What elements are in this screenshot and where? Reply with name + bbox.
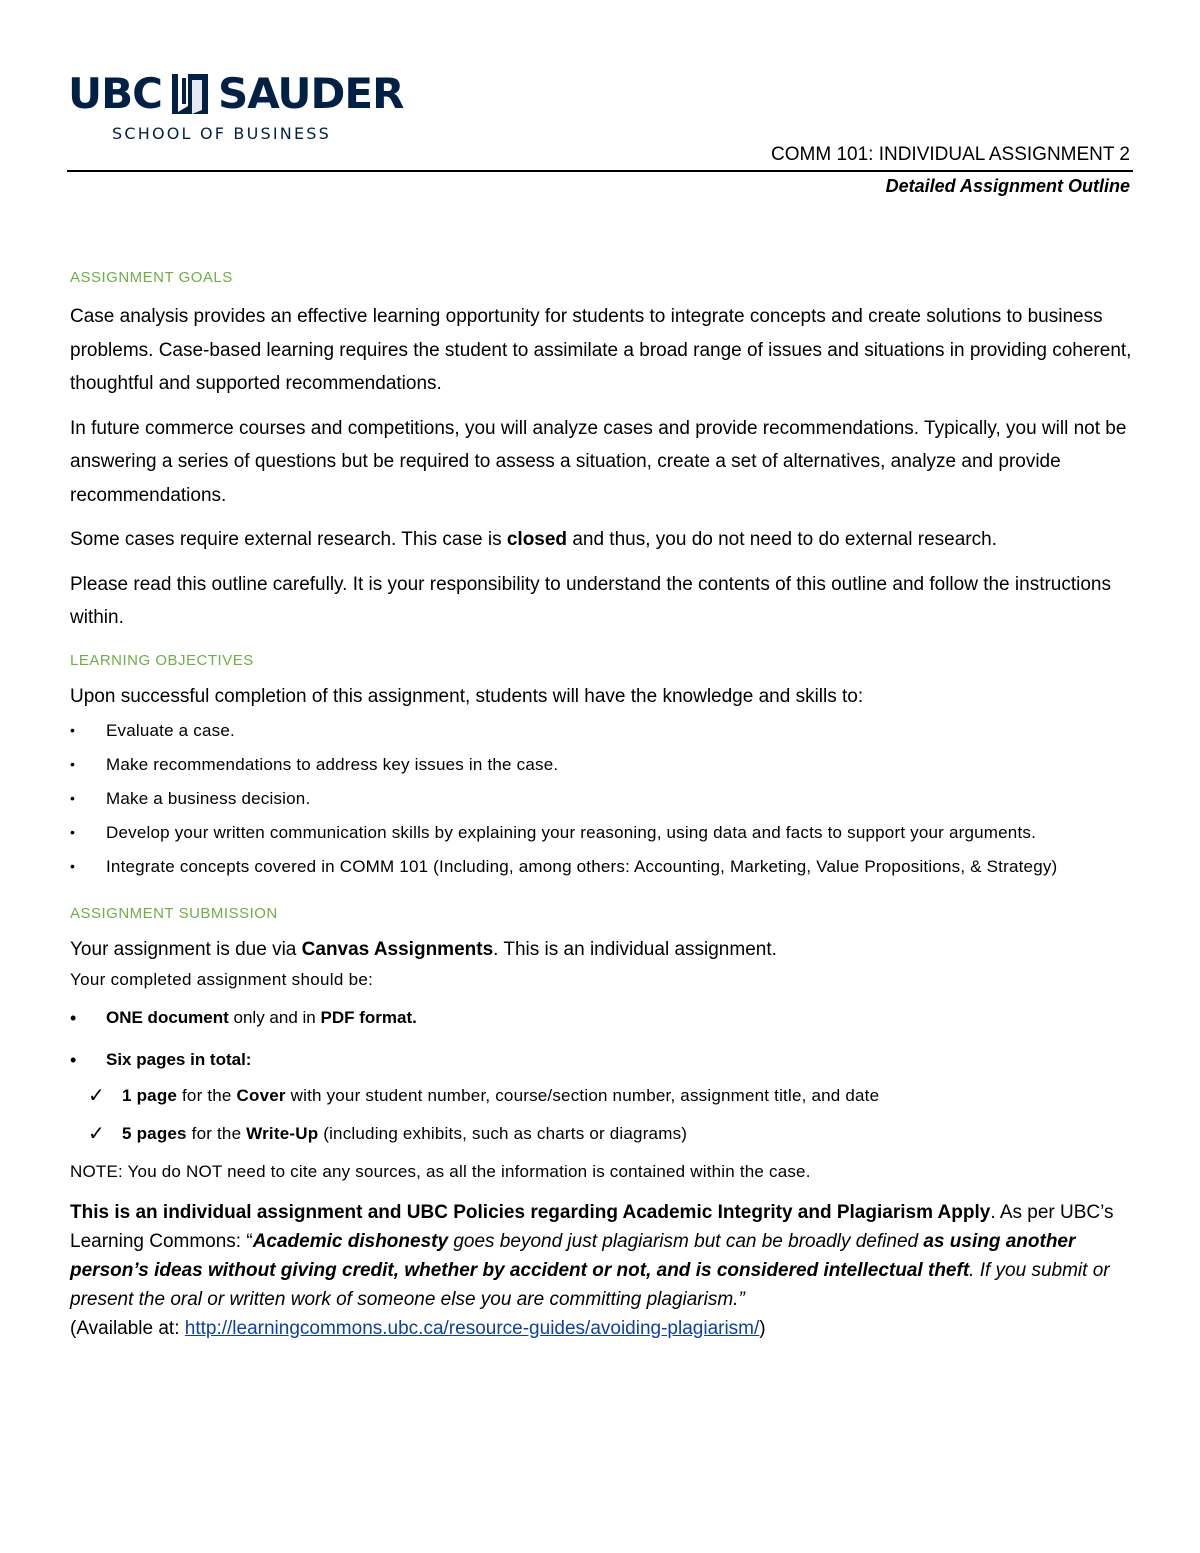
text-run: . This is an individual assignment. (493, 938, 777, 960)
text-run: ) (759, 1317, 766, 1339)
list-item (70, 783, 1135, 814)
list-item (70, 715, 1135, 746)
document-subtitle: Detailed Assignment Outline (885, 176, 1130, 196)
header-divider (67, 170, 1133, 172)
list-item-text: Integrate concepts covered in COMM 101 (Including, among others: Accounting, Marketing, Value Propositions, & Strategy) (106, 856, 1058, 876)
text-run: goes beyond just plagiarism but can be broadly defined (448, 1230, 924, 1252)
list-item (70, 1004, 1135, 1032)
bold-canvas-assignments: Canvas Assignments (301, 938, 494, 960)
bold-run: Six pages in total: (106, 1049, 252, 1069)
document-body (70, 268, 1135, 1343)
list-item-text: Develop your written communication skills by explaining your reasoning, using data and facts to support your arguments. (106, 822, 1036, 842)
text-run: (Available at: (70, 1317, 185, 1339)
bold-run: This is an individual assignment and UBC Policies regarding Academic Integrity and Plagiarism Apply (70, 1201, 991, 1223)
bold-run: 5 pages (122, 1123, 187, 1143)
submission-requirements-list (70, 1004, 1135, 1074)
plagiarism-guide-link[interactable]: http://learningcommons.ubc.ca/resource-guides/avoiding-plagiarism/ (184, 1317, 760, 1339)
section-heading-objectives: LEARNING OBJECTIVES (70, 651, 254, 669)
submission-note: NOTE: You do NOT need to cite any sources, as all the information is contained within the case. (70, 1161, 811, 1181)
bullet-icon: • (70, 1007, 77, 1028)
logo-wordmark (68, 70, 403, 118)
text-run: and thus, you do not need to do external research. (567, 529, 997, 550)
logo-word-sauder: SAUDER (217, 69, 404, 118)
text-run: Some cases require external research. This case is (70, 529, 507, 550)
text-run: for the (177, 1085, 237, 1105)
bullet-icon: • (70, 755, 76, 772)
goals-paragraph-3 (70, 523, 1135, 557)
goals-paragraph-2: In future commerce courses and competitions, you will analyze cases and provide recommendations. Typically, you will not be answering a series of questions but be required to assess a situation, create a set of alternatives, analyze and provide recommendations. (70, 417, 1127, 506)
bullet-icon: • (70, 823, 76, 840)
list-item-text: Evaluate a case. (106, 720, 235, 740)
objectives-list (70, 715, 1135, 882)
text-run: Your assignment is due via (70, 938, 302, 960)
list-item (70, 1082, 1135, 1110)
checkmark-icon: ✓ (88, 1122, 105, 1145)
page-breakdown-list (70, 1082, 1135, 1148)
list-item (70, 851, 1135, 882)
bullet-icon: • (70, 789, 76, 806)
text-run: (including exhibits, such as charts or diagrams) (318, 1123, 688, 1143)
bullet-icon: • (70, 1049, 77, 1070)
bold-closed: closed (506, 529, 568, 550)
logo-word-ubc: UBC (68, 69, 162, 118)
checkmark-icon: ✓ (88, 1084, 105, 1107)
bullet-icon: • (70, 857, 76, 874)
text-run: only and in (228, 1007, 321, 1027)
bold-run: as using another person’s ideas without giving credit, whether by accident or not, and is considered intellectual theft (70, 1230, 1076, 1281)
document-title: COMM 101: INDIVIDUAL ASSIGNMENT 2 (771, 144, 1130, 165)
section-heading-goals: ASSIGNMENT GOALS (70, 269, 233, 286)
goals-paragraph-4: Please read this outline carefully. It is your responsibility to understand the contents of this outline and follow the instructions within. (70, 573, 1112, 628)
bold-run: ONE document (106, 1007, 229, 1027)
bold-run: Academic dishonesty (252, 1230, 449, 1252)
logo-tagline: SCHOOL OF BUSINESS (112, 124, 331, 143)
academic-integrity-paragraph (70, 1198, 1135, 1343)
bold-run: 1 page (122, 1085, 178, 1105)
text-run: . As per UBC’s Learning Commons: “ (70, 1201, 1114, 1252)
goals-paragraph-1: Case analysis provides an effective learning opportunity for students to integrate concepts and create solutions to business problems. Case-based learning requires the student to assimilate a broad range of issues and situations in providing coherent, thoughtful and supported recommendations. (70, 306, 1132, 394)
list-item-text: Make a business decision. (106, 788, 311, 808)
bold-run: PDF format. (320, 1007, 417, 1027)
list-item (70, 1046, 1135, 1074)
list-item (70, 749, 1135, 780)
bold-run: Write-Up (246, 1123, 319, 1143)
list-item (70, 817, 1135, 848)
submission-lead (70, 936, 1135, 964)
objectives-lead: Upon successful completion of this assignment, students will have the knowledge and skills to: (70, 685, 864, 707)
bold-run: Cover (236, 1085, 286, 1105)
list-item-text: Make recommendations to address key issues in the case. (106, 754, 559, 774)
submission-intro: Your completed assignment should be: (70, 969, 374, 989)
text-run: with your student number, course/section number, assignment title, and date (285, 1085, 880, 1105)
ubc-sauder-logo (68, 69, 404, 145)
bullet-icon: • (70, 721, 76, 738)
logo-shield-icon (168, 72, 212, 116)
text-run: . If you submit or present the oral or written work of someone else you are committing plagiarism.” (70, 1259, 1110, 1310)
list-item (70, 1120, 1135, 1148)
text-run: for the (186, 1123, 247, 1143)
section-heading-submission: ASSIGNMENT SUBMISSION (70, 904, 278, 922)
